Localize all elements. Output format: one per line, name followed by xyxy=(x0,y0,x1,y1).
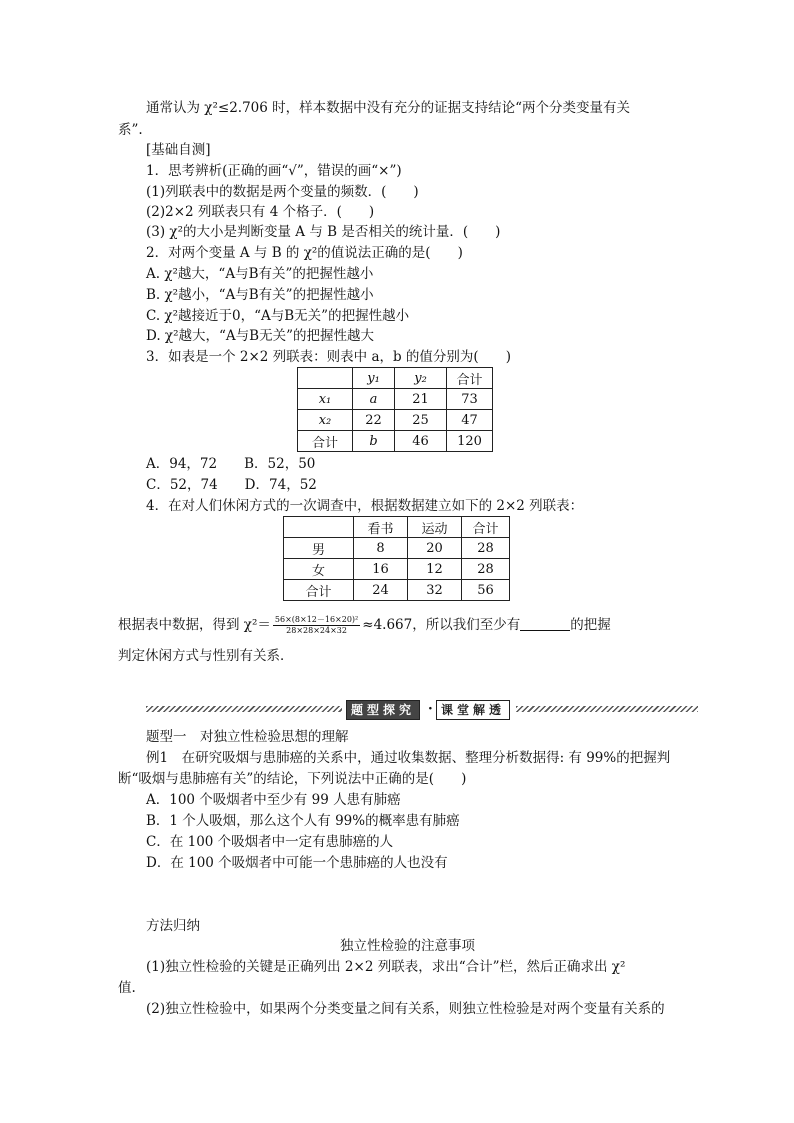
table-row xyxy=(298,368,493,389)
example-option-a: A．100 个吸烟者中至少有 99 人患有肺癌 xyxy=(146,792,401,808)
q4-answer-middle: ≈4.667，所以我们至少有 xyxy=(362,617,521,633)
table-cell: 25 xyxy=(395,410,447,431)
banner-hatch-right xyxy=(516,706,698,712)
table-cell: a xyxy=(353,389,395,410)
example-1-line-2: 断“吸烟与患肺癌有关”的结论，下列说法中正确的是( ) xyxy=(118,771,467,787)
q4-answer-line-1 xyxy=(118,614,611,636)
q3-options-row-1: A．94，72 B．52，50 xyxy=(146,456,316,472)
q2-option-b: B. χ²越小，“A与B有关”的把握性越小 xyxy=(146,287,374,303)
method-heading: 方法归纳 xyxy=(146,918,200,934)
q1-item-1: (1)列联表中的数据是两个变量的频数．( ) xyxy=(146,184,419,200)
q4-answer-line-2: 判定休闲方式与性别有关系． xyxy=(118,648,294,664)
example-option-b: B．1 个人吸烟，那么这个人有 99%的概率患有肺癌 xyxy=(146,813,460,829)
method-p1-line-2: 值. xyxy=(118,980,136,996)
section-label: [基础自测] xyxy=(146,142,211,158)
intro-line-1: 通常认为 χ²≤2.706 时，样本数据中没有充分的证据支持结论“两个分类变量有关 xyxy=(146,100,631,116)
example-option-d: D．在 100 个吸烟者中可能一个患肺癌的人也没有 xyxy=(146,855,448,871)
table-cell: x₂ xyxy=(298,410,353,431)
fraction-denominator: 28×28×24×32 xyxy=(286,626,347,635)
table-cell: 运动 xyxy=(408,517,462,538)
table-cell: 22 xyxy=(353,410,395,431)
q4-contingency-table xyxy=(283,516,510,601)
table-cell: 32 xyxy=(408,580,462,601)
table-cell: 20 xyxy=(408,538,462,559)
banner-dot: · xyxy=(428,701,433,717)
answer-blank[interactable] xyxy=(520,616,570,631)
q1-item-3: (3) χ²的大小是判断变量 A 与 B 是否相关的统计量．( ) xyxy=(146,224,501,240)
q2-stem: 2．对两个变量 A 与 B 的 χ²的值说法正确的是( ) xyxy=(146,245,463,261)
example-option-c: C．在 100 个吸烟者中一定有患肺癌的人 xyxy=(146,834,394,850)
table-cell: 46 xyxy=(395,431,447,452)
q2-option-a: A. χ²越大，“A与B有关”的把握性越小 xyxy=(146,266,374,282)
method-p1-line-1: (1)独立性检验的关键是正确列出 2×2 列联表，求出“合计”栏，然后正确求出 χ² xyxy=(146,959,626,975)
table-cell: 28 xyxy=(462,538,510,559)
table-cell: 合计 xyxy=(284,580,354,601)
table-cell: 看书 xyxy=(354,517,408,538)
table-row xyxy=(284,538,510,559)
table-row xyxy=(284,559,510,580)
banner-label-right: 课堂解透 xyxy=(436,700,510,720)
table-cell: 合计 xyxy=(298,431,353,452)
q3-stem: 3．如表是一个 2×2 列联表：则表中 a，b 的值分别为( ) xyxy=(146,349,511,365)
table-cell xyxy=(284,517,354,538)
q3-options-row-2: C．52，74 D．74，52 xyxy=(146,477,317,493)
section-banner xyxy=(146,698,698,720)
banner-label-left: 题型探究 xyxy=(346,700,420,720)
table-cell xyxy=(298,368,353,389)
chi-square-fraction xyxy=(273,615,360,636)
table-cell: 8 xyxy=(354,538,408,559)
table-cell: 56 xyxy=(462,580,510,601)
table-cell: 男 xyxy=(284,538,354,559)
method-p2-line-1: (2)独立性检验中，如果两个分类变量之间有关系，则独立性检验是对两个变量有关系的 xyxy=(146,1001,665,1017)
table-cell: 女 xyxy=(284,559,354,580)
table-cell: 合计 xyxy=(462,517,510,538)
method-subheading: 独立性检验的注意事项 xyxy=(340,938,475,954)
table-cell: y₁ xyxy=(353,368,395,389)
table-cell: 24 xyxy=(354,580,408,601)
table-row xyxy=(298,389,493,410)
table-cell: x₁ xyxy=(298,389,353,410)
q1-stem: 1．思考辨析(正确的画“√”，错误的画“×”) xyxy=(146,163,402,179)
table-cell: y₂ xyxy=(395,368,447,389)
q2-option-d: D. χ²越大，“A与B无关”的把握性越大 xyxy=(146,328,374,344)
q4-answer-suffix: 的把握 xyxy=(570,617,611,633)
table-cell: 合计 xyxy=(447,368,493,389)
table-cell: 21 xyxy=(395,389,447,410)
intro-line-2: 系”. xyxy=(118,122,143,138)
table-cell: 47 xyxy=(447,410,493,431)
example-1-line-1: 例1 在研究吸烟与患肺癌的关系中，通过收集数据、整理分析数据得: 有 99%的把握判 xyxy=(146,750,671,766)
table-row xyxy=(284,580,510,601)
table-row xyxy=(284,517,510,538)
fraction-numerator: 56×(8×12－16×20)² xyxy=(274,615,359,624)
q4-stem: 4．在对人们休闲方式的一次调查中，根据数据建立如下的 2×2 列联表： xyxy=(146,498,584,514)
banner-hatch-left xyxy=(146,706,342,712)
table-cell: 16 xyxy=(354,559,408,580)
table-cell: b xyxy=(353,431,395,452)
q3-contingency-table xyxy=(297,367,493,452)
table-cell: 28 xyxy=(462,559,510,580)
topic-1-title: 题型一 对独立性检验思想的理解 xyxy=(146,729,349,745)
table-row xyxy=(298,410,493,431)
table-row xyxy=(298,431,493,452)
table-cell: 12 xyxy=(408,559,462,580)
q4-answer-prefix: 根据表中数据，得到 χ²＝ xyxy=(118,617,271,633)
table-cell: 73 xyxy=(447,389,493,410)
table-cell: 120 xyxy=(447,431,493,452)
q1-item-2: (2)2×2 列联表只有 4 个格子．( ) xyxy=(146,204,375,220)
q2-option-c: C. χ²越接近于0，“A与B无关”的把握性越小 xyxy=(146,308,410,324)
